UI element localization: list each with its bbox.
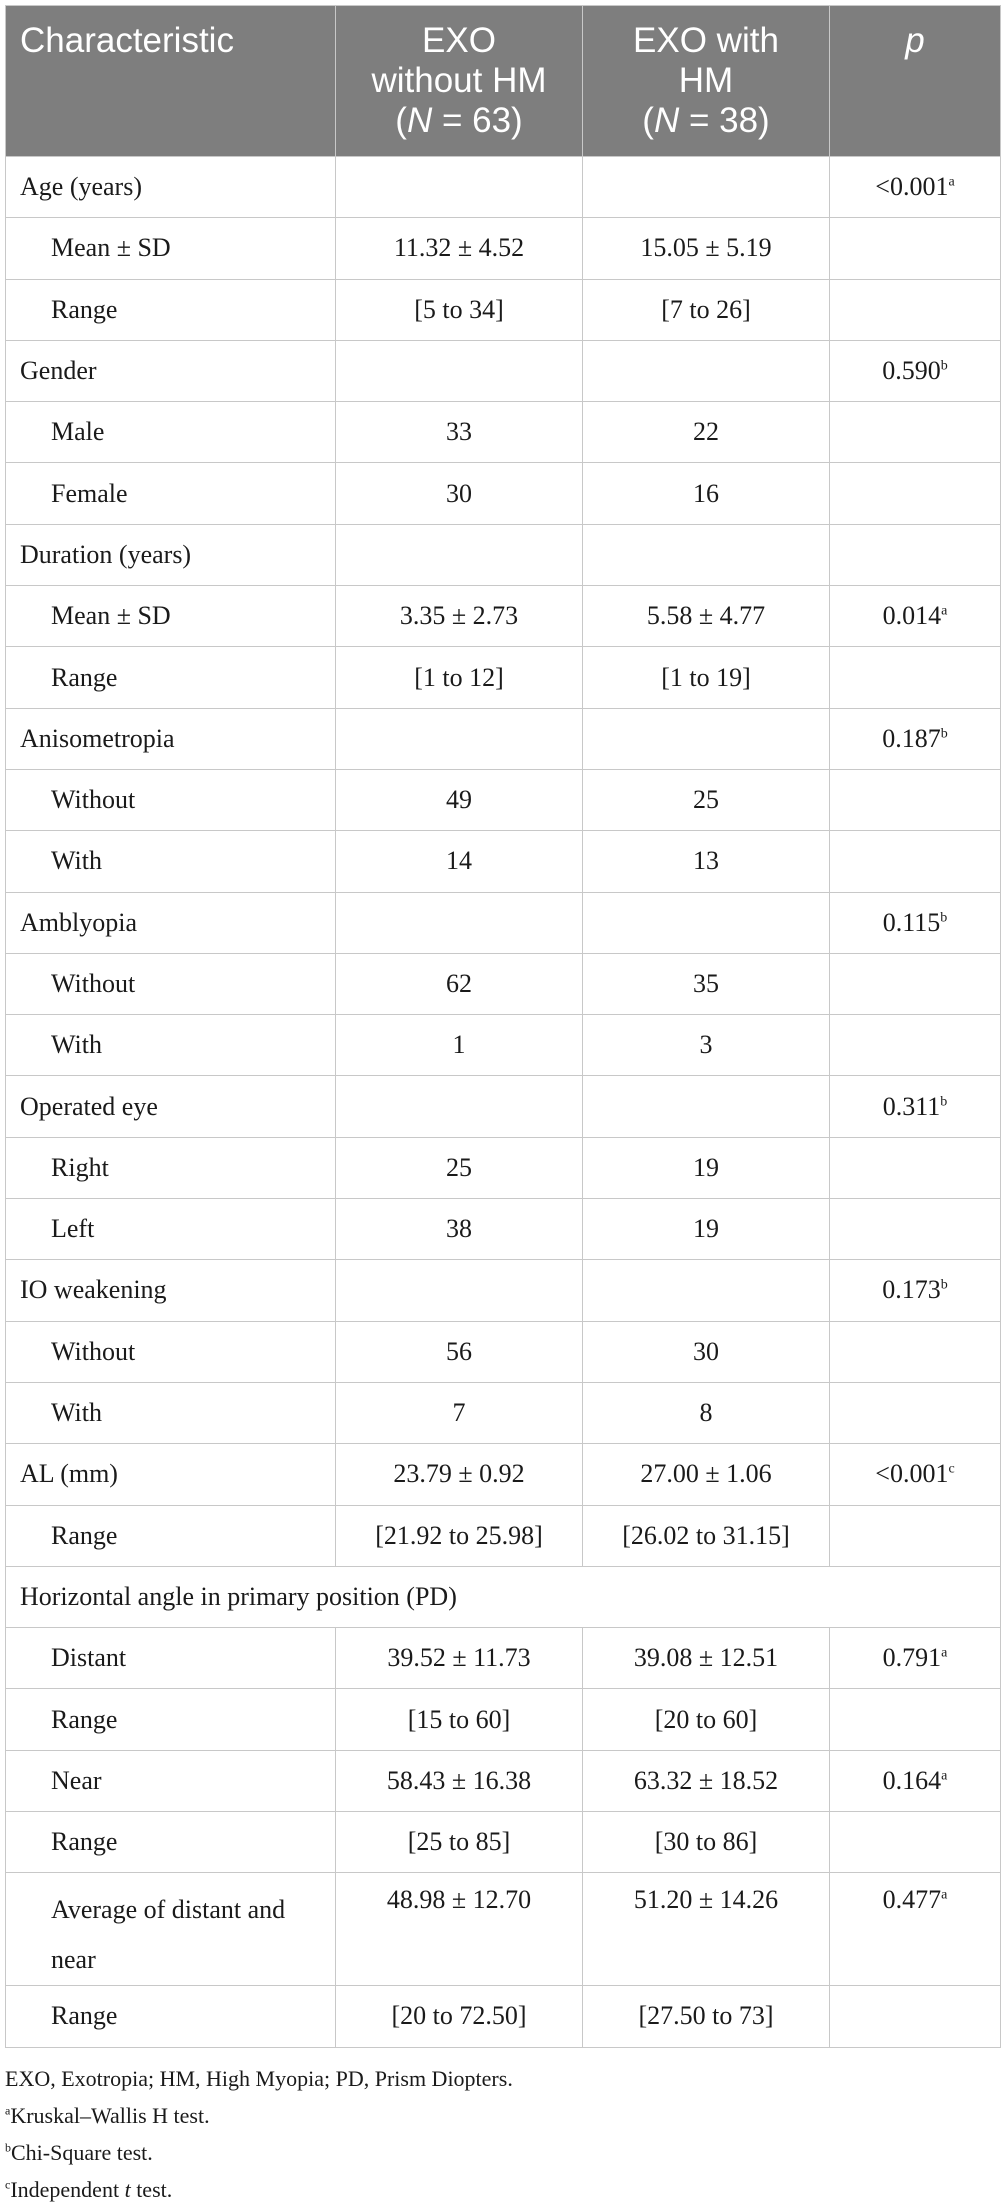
row-label: With xyxy=(6,831,336,892)
table-row xyxy=(6,1750,1001,1811)
table-row xyxy=(6,463,1001,524)
p-value-text: <0.001 xyxy=(875,172,949,202)
cell-p-value xyxy=(830,1444,1001,1505)
cell-exo-with-hm: [1 to 19] xyxy=(583,647,830,708)
table-row xyxy=(6,1873,1001,1986)
p-value-text: <0.001 xyxy=(875,1459,949,1489)
cell-p-value xyxy=(830,218,1001,279)
header-n-value-2: = 38) xyxy=(688,101,770,140)
cell-p-value xyxy=(830,1137,1001,1198)
cell-exo-with-hm: 39.08 ± 12.51 xyxy=(583,1628,830,1689)
cell-exo-with-hm xyxy=(583,157,830,218)
table-row xyxy=(6,708,1001,769)
cell-p-value xyxy=(830,1382,1001,1443)
cell-exo-without-hm: [25 to 85] xyxy=(336,1812,583,1873)
cell-exo-with-hm xyxy=(583,1260,830,1321)
cell-exo-with-hm: 51.20 ± 14.26 xyxy=(583,1873,830,1986)
row-label: Right xyxy=(6,1137,336,1198)
row-label: Near xyxy=(6,1750,336,1811)
table-row xyxy=(6,340,1001,401)
row-label: Range xyxy=(6,647,336,708)
cell-exo-with-hm: 8 xyxy=(583,1382,830,1443)
cell-exo-with-hm: 35 xyxy=(583,953,830,1014)
footnote-a xyxy=(5,2097,1000,2134)
table-row xyxy=(6,1689,1001,1750)
characteristics-table-container xyxy=(5,5,1000,2048)
table-row xyxy=(6,157,1001,218)
p-value-test-mark: b xyxy=(940,1093,948,1109)
p-value-text: 0.014 xyxy=(882,601,942,631)
p-value-test-mark: a xyxy=(948,174,955,190)
footnote-c-text-pre: Independent xyxy=(10,2177,125,2202)
footnote-c xyxy=(5,2171,1000,2208)
row-label: Range xyxy=(6,1689,336,1750)
cell-exo-without-hm: [1 to 12] xyxy=(336,647,583,708)
cell-exo-with-hm: [30 to 86] xyxy=(583,1812,830,1873)
cell-p-value xyxy=(830,340,1001,401)
p-value-test-mark: b xyxy=(940,910,948,926)
cell-exo-without-hm: 49 xyxy=(336,769,583,830)
row-label: Female xyxy=(6,463,336,524)
cell-p-value xyxy=(830,1873,1001,1986)
row-label: Average of distant and near xyxy=(6,1873,336,1986)
cell-exo-without-hm: [21.92 to 25.98] xyxy=(336,1505,583,1566)
p-value-test-mark: b xyxy=(940,358,948,374)
table-row xyxy=(6,279,1001,340)
cell-p-value xyxy=(830,1321,1001,1382)
header-exo-with-hm-n: (N = 38) xyxy=(642,101,770,140)
table-row xyxy=(6,1321,1001,1382)
cell-exo-with-hm xyxy=(583,1076,830,1137)
row-label: Amblyopia xyxy=(6,892,336,953)
p-value-text: 0.477 xyxy=(882,1885,942,1915)
cell-p-value xyxy=(830,831,1001,892)
cell-p-value xyxy=(830,586,1001,647)
footnote-a-text: Kruskal–Wallis H test. xyxy=(10,2103,210,2128)
cell-p-value xyxy=(830,1750,1001,1811)
cell-exo-without-hm: [20 to 72.50] xyxy=(336,1986,583,2047)
cell-exo-without-hm: [5 to 34] xyxy=(336,279,583,340)
footnote-a-mark: a xyxy=(5,2103,11,2118)
p-value-text: 0.173 xyxy=(882,1275,941,1305)
cell-exo-without-hm: 14 xyxy=(336,831,583,892)
footnote-b xyxy=(5,2134,1000,2171)
table-row xyxy=(6,402,1001,463)
row-label: Range xyxy=(6,279,336,340)
cell-exo-with-hm: 16 xyxy=(583,463,830,524)
p-value-test-mark: b xyxy=(940,1277,948,1293)
cell-exo-with-hm: 3 xyxy=(583,1015,830,1076)
cell-exo-with-hm: 19 xyxy=(583,1137,830,1198)
cell-p-value xyxy=(830,892,1001,953)
cell-exo-without-hm xyxy=(336,157,583,218)
cell-exo-without-hm: 39.52 ± 11.73 xyxy=(336,1628,583,1689)
cell-p-value xyxy=(830,708,1001,769)
cell-p-value xyxy=(830,1986,1001,2047)
table-row xyxy=(6,1628,1001,1689)
p-value-text: 0.590 xyxy=(882,356,941,386)
table-row xyxy=(6,769,1001,830)
p-value-test-mark: a xyxy=(941,1768,948,1784)
header-exo-without-hm-n: (N = 63) xyxy=(395,101,523,140)
row-label: Duration (years) xyxy=(6,524,336,585)
row-label: Range xyxy=(6,1505,336,1566)
header-exo-with-hm-line1: EXO with xyxy=(633,21,779,60)
cell-exo-with-hm xyxy=(583,892,830,953)
row-label: AL (mm) xyxy=(6,1444,336,1505)
cell-p-value xyxy=(830,1505,1001,1566)
row-label: Distant xyxy=(6,1628,336,1689)
p-value-test-mark: b xyxy=(940,726,948,742)
cell-exo-with-hm: 30 xyxy=(583,1321,830,1382)
cell-p-value xyxy=(830,1689,1001,1750)
table-header-row xyxy=(6,6,1001,157)
cell-exo-with-hm: 5.58 ± 4.77 xyxy=(583,586,830,647)
header-exo-without-hm-line1: EXO xyxy=(422,21,496,60)
cell-exo-without-hm: 1 xyxy=(336,1015,583,1076)
cell-exo-without-hm: 58.43 ± 16.38 xyxy=(336,1750,583,1811)
cell-exo-with-hm: 19 xyxy=(583,1199,830,1260)
cell-p-value xyxy=(830,647,1001,708)
cell-exo-without-hm: 56 xyxy=(336,1321,583,1382)
cell-exo-without-hm: 3.35 ± 2.73 xyxy=(336,586,583,647)
cell-exo-with-hm: [27.50 to 73] xyxy=(583,1986,830,2047)
p-value-test-mark: a xyxy=(941,1887,948,1903)
table-row xyxy=(6,1812,1001,1873)
cell-exo-with-hm: [20 to 60] xyxy=(583,1689,830,1750)
cell-p-value xyxy=(830,524,1001,585)
table-row xyxy=(6,1076,1001,1137)
p-value-test-mark: c xyxy=(948,1461,955,1477)
cell-p-value xyxy=(830,1076,1001,1137)
cell-p-value xyxy=(830,953,1001,1014)
cell-exo-without-hm xyxy=(336,1260,583,1321)
cell-exo-without-hm xyxy=(336,892,583,953)
cell-exo-with-hm: 27.00 ± 1.06 xyxy=(583,1444,830,1505)
cell-exo-with-hm: [7 to 26] xyxy=(583,279,830,340)
p-value-text: 0.164 xyxy=(882,1765,942,1795)
row-label: Gender xyxy=(6,340,336,401)
cell-exo-without-hm: 62 xyxy=(336,953,583,1014)
header-exo-with-hm-line2: HM xyxy=(678,61,734,100)
cell-p-value xyxy=(830,1812,1001,1873)
cell-exo-without-hm: 23.79 ± 0.92 xyxy=(336,1444,583,1505)
table-row xyxy=(6,218,1001,279)
table-row xyxy=(6,1137,1001,1198)
cell-p-value xyxy=(830,463,1001,524)
cell-exo-without-hm: 30 xyxy=(336,463,583,524)
table-row xyxy=(6,831,1001,892)
footnote-c-text-post: test. xyxy=(130,2177,173,2202)
p-value-text: 0.187 xyxy=(882,723,941,753)
cell-p-value xyxy=(830,402,1001,463)
cell-p-value xyxy=(830,279,1001,340)
table-row xyxy=(6,892,1001,953)
p-value-text: 0.115 xyxy=(882,907,941,937)
cell-exo-without-hm xyxy=(336,524,583,585)
table-row xyxy=(6,953,1001,1014)
footnote-b-mark: b xyxy=(5,2140,11,2155)
row-label: Range xyxy=(6,1812,336,1873)
header-exo-with-hm xyxy=(583,6,830,157)
cell-exo-without-hm: 25 xyxy=(336,1137,583,1198)
row-label: Mean ± SD xyxy=(6,218,336,279)
header-characteristic: Characteristic xyxy=(6,6,336,157)
cell-exo-with-hm: 22 xyxy=(583,402,830,463)
cell-exo-with-hm: 15.05 ± 5.19 xyxy=(583,218,830,279)
cell-p-value xyxy=(830,1260,1001,1321)
cell-p-value xyxy=(830,1015,1001,1076)
table-row xyxy=(6,1566,1001,1627)
cell-p-value xyxy=(830,1199,1001,1260)
footnote-c-text-t: t xyxy=(124,2177,131,2202)
cell-exo-without-hm: 38 xyxy=(336,1199,583,1260)
header-n-label-2: N xyxy=(653,101,680,140)
table-body xyxy=(6,157,1001,2048)
table-row xyxy=(6,1015,1001,1076)
cell-exo-without-hm xyxy=(336,1076,583,1137)
table-row xyxy=(6,1199,1001,1260)
row-label: Without xyxy=(6,953,336,1014)
footnote-b-text: Chi-Square test. xyxy=(11,2140,153,2165)
row-label: Anisometropia xyxy=(6,708,336,769)
cell-exo-without-hm xyxy=(336,708,583,769)
row-label: Male xyxy=(6,402,336,463)
cell-exo-without-hm: [15 to 60] xyxy=(336,1689,583,1750)
cell-exo-without-hm: 33 xyxy=(336,402,583,463)
row-label: Mean ± SD xyxy=(6,586,336,647)
table-row xyxy=(6,1444,1001,1505)
row-label: With xyxy=(6,1382,336,1443)
characteristics-table xyxy=(5,5,1001,2048)
cell-exo-without-hm: 11.32 ± 4.52 xyxy=(336,218,583,279)
cell-exo-with-hm xyxy=(583,708,830,769)
cell-exo-without-hm: 7 xyxy=(336,1382,583,1443)
p-value-test-mark: a xyxy=(941,1645,948,1661)
table-row xyxy=(6,1260,1001,1321)
header-exo-without-hm-line2: without HM xyxy=(371,61,547,100)
cell-p-value xyxy=(830,769,1001,830)
footnote-c-mark: c xyxy=(5,2177,11,2192)
cell-exo-with-hm xyxy=(583,524,830,585)
table-row xyxy=(6,1505,1001,1566)
cell-p-value xyxy=(830,157,1001,218)
p-value-text: 0.791 xyxy=(882,1643,942,1673)
row-label: Without xyxy=(6,1321,336,1382)
row-label: Without xyxy=(6,769,336,830)
header-exo-without-hm xyxy=(336,6,583,157)
table-footnotes xyxy=(5,2060,1000,2208)
cell-exo-without-hm xyxy=(336,340,583,401)
row-label: Horizontal angle in primary position (PD) xyxy=(6,1566,1001,1627)
row-label: With xyxy=(6,1015,336,1076)
cell-exo-with-hm: 25 xyxy=(583,769,830,830)
header-n-value-1: = 63) xyxy=(441,101,523,140)
p-value-test-mark: a xyxy=(941,603,948,619)
table-row xyxy=(6,647,1001,708)
row-label: Age (years) xyxy=(6,157,336,218)
header-p-value: p xyxy=(830,6,1001,157)
table-row xyxy=(6,524,1001,585)
cell-exo-without-hm: 48.98 ± 12.70 xyxy=(336,1873,583,1986)
row-label: Range xyxy=(6,1986,336,2047)
cell-exo-with-hm: 13 xyxy=(583,831,830,892)
cell-exo-with-hm: 63.32 ± 18.52 xyxy=(583,1750,830,1811)
p-value-text: 0.311 xyxy=(882,1091,941,1121)
cell-exo-with-hm: [26.02 to 31.15] xyxy=(583,1505,830,1566)
table-row xyxy=(6,1382,1001,1443)
header-n-label-1: N xyxy=(406,101,433,140)
row-label: Operated eye xyxy=(6,1076,336,1137)
cell-p-value xyxy=(830,1628,1001,1689)
cell-exo-with-hm xyxy=(583,340,830,401)
table-row xyxy=(6,1986,1001,2047)
table-row xyxy=(6,586,1001,647)
row-label: IO weakening xyxy=(6,1260,336,1321)
footnote-abbreviations: EXO, Exotropia; HM, High Myopia; PD, Prism Diopters. xyxy=(5,2066,513,2091)
row-label: Left xyxy=(6,1199,336,1260)
